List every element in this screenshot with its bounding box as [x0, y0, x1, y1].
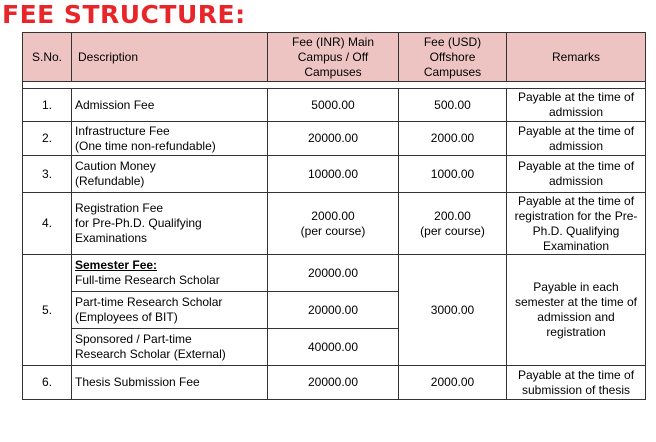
table-row	[23, 193, 646, 255]
row-description	[72, 156, 268, 193]
table-row	[23, 156, 646, 193]
row-sno: 6.	[23, 366, 72, 400]
row-fee-usd	[399, 122, 507, 156]
row-description-line: (Refundable)	[75, 174, 145, 188]
row-fee-inr	[268, 193, 399, 255]
row-description-line: Registration Fee	[75, 201, 164, 215]
row-sno: 1.	[23, 89, 72, 122]
row-sno: 2.	[23, 122, 72, 156]
row-fee-inr-line: 10000.00	[307, 166, 359, 181]
row-fee-usd	[399, 89, 507, 122]
row-remarks: Payable in each semester at the time of admission and registration	[507, 255, 646, 366]
row-fee-usd-line: 1000.00	[430, 166, 475, 181]
header-sno: S.No.	[23, 33, 72, 82]
table-row	[23, 366, 646, 400]
row-description-line: (Employees of BIT)	[75, 310, 178, 324]
row-description-line: Admission Fee	[75, 97, 155, 112]
row-description-line: Research Scholar (External)	[75, 347, 226, 361]
row-fee-inr: 20000.00	[268, 292, 399, 329]
row-fee-usd-line: 200.00	[434, 208, 471, 223]
spacer-row	[23, 82, 646, 89]
row-fee-usd: 2000.00	[399, 366, 507, 400]
page-title: FEE STRUCTURE:	[2, 0, 246, 29]
row-remarks: Payable at the time of registration for the Pre-Ph.D. Qualifying Examination	[507, 193, 646, 255]
row-sno: 4.	[23, 193, 72, 255]
row-fee-usd	[399, 156, 507, 193]
row-description-line: (One time non-refundable)	[75, 138, 216, 153]
row-description: Thesis Submission Fee	[72, 366, 268, 400]
row-fee-inr: 20000.00	[268, 255, 399, 292]
row-fee-inr	[268, 156, 399, 193]
row-description-line: Caution Money	[75, 159, 156, 173]
row-description	[72, 193, 268, 255]
header-description: Description	[72, 33, 268, 82]
row-fee-inr: 40000.00	[268, 329, 399, 366]
fee-structure-table	[22, 32, 646, 400]
row-description-line: Examinations	[75, 231, 148, 245]
header-remarks: Remarks	[507, 33, 646, 82]
row-description-line: Sponsored / Part-time	[75, 332, 192, 346]
table-header-row	[23, 33, 646, 82]
header-fee-inr: Fee (INR) Main Campus / Off Campuses	[268, 33, 399, 82]
row-sno: 5.	[23, 255, 72, 366]
table-row	[23, 89, 646, 122]
row-remarks: Payable at the time of admission	[507, 156, 646, 193]
semester-fee-heading: Semester Fee:	[75, 258, 158, 272]
row-description	[72, 292, 268, 329]
row-fee-usd: 3000.00	[399, 255, 507, 366]
header-fee-usd: Fee (USD) Offshore Campuses	[399, 33, 507, 82]
row-fee-usd	[399, 193, 507, 255]
row-description-line: Part-time Research Scholar	[75, 295, 223, 309]
table-row	[23, 122, 646, 156]
row-description	[72, 89, 268, 122]
row-sno: 3.	[23, 156, 72, 193]
row-fee-inr	[268, 89, 399, 122]
row-description-line: for Pre-Ph.D. Qualifying	[75, 216, 202, 230]
row-description	[72, 255, 268, 292]
row-remarks: Payable at the time of admission	[507, 122, 646, 156]
row-description-line: Full-time Research Scholar	[75, 273, 220, 287]
row-fee-inr-line: 20000.00	[307, 131, 359, 145]
row-fee-inr	[268, 122, 399, 156]
row-fee-usd-line: 2000.00	[430, 131, 475, 145]
row-fee-inr-line: 5000.00	[311, 97, 355, 112]
row-fee-inr-line: (per course)	[300, 223, 366, 238]
row-description	[72, 122, 268, 156]
table-row	[23, 255, 646, 292]
row-description-line: Infrastructure Fee	[75, 123, 170, 138]
row-remarks: Payable at the time of submission of thesis	[507, 366, 646, 400]
row-fee-inr: 20000.00	[268, 366, 399, 400]
row-description	[72, 329, 268, 366]
row-fee-inr-line: 2000.00	[311, 208, 355, 223]
row-remarks: Payable at the time of admission	[507, 89, 646, 122]
row-fee-usd-line: 500.00	[434, 97, 471, 112]
row-fee-usd-line: (per course)	[420, 223, 485, 238]
